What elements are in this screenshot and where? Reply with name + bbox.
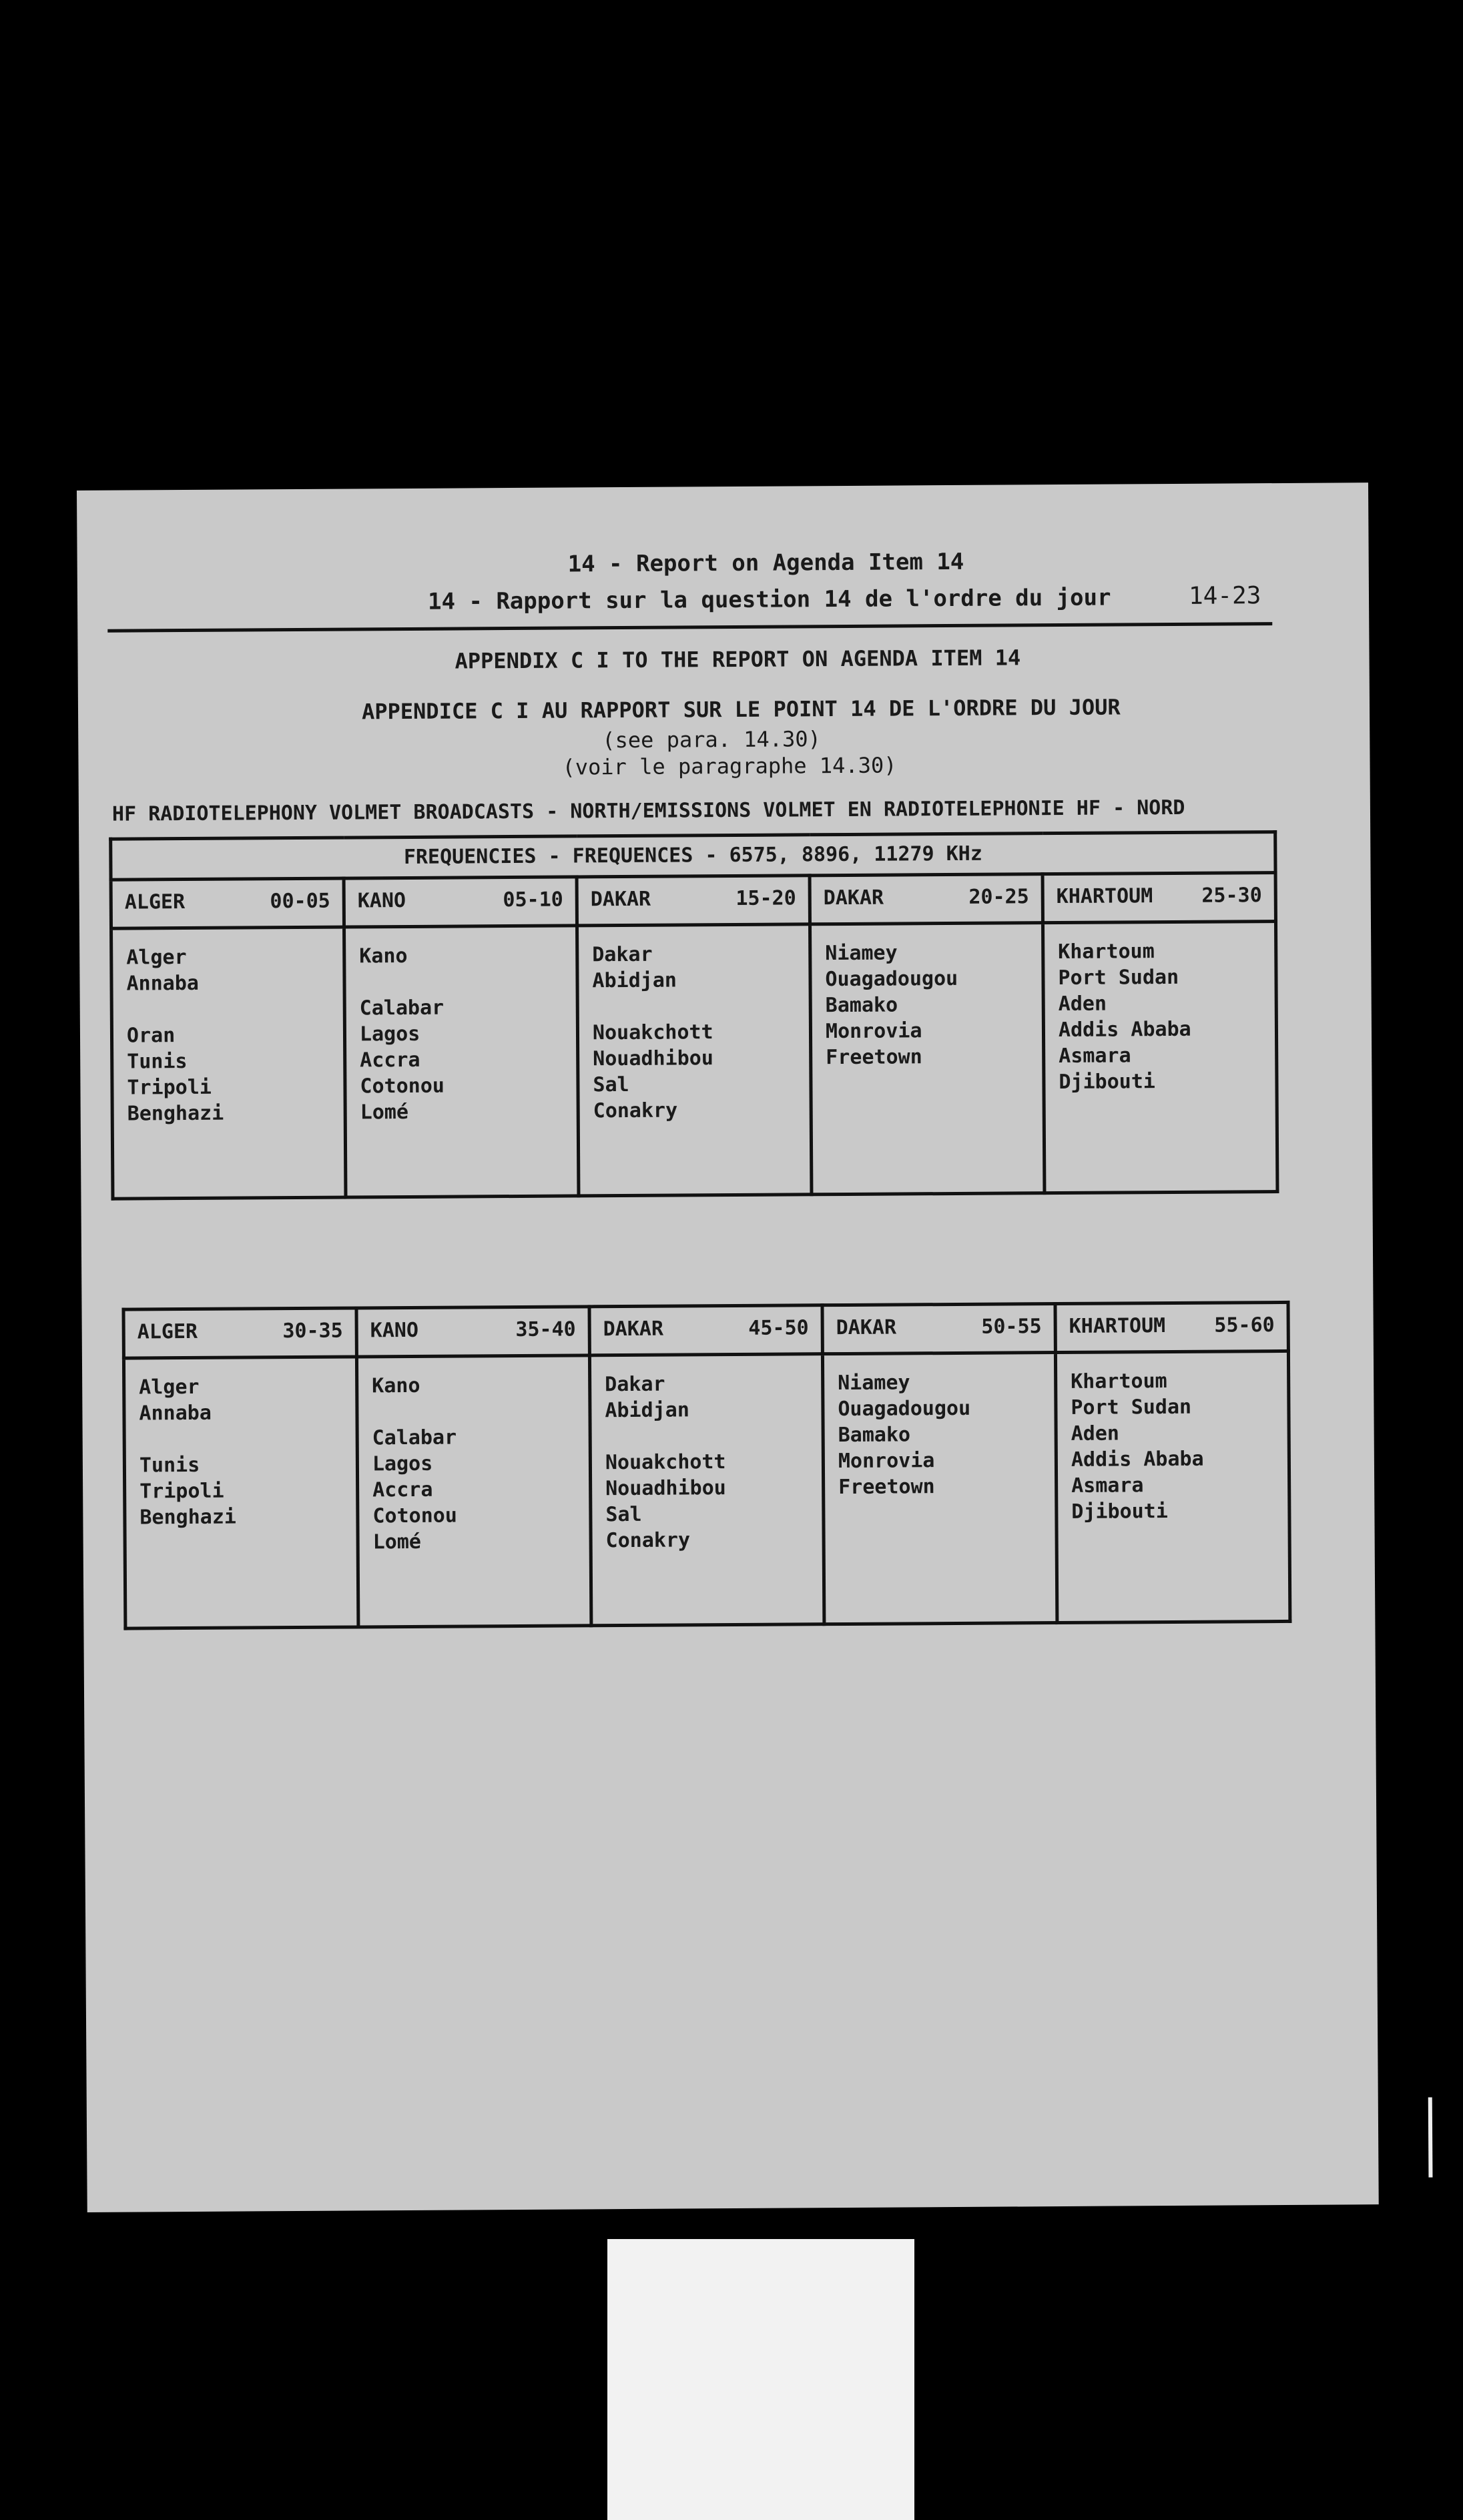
list-item: Annaba (126, 971, 199, 996)
list-item: Abidjan (605, 1398, 689, 1423)
header-rule (107, 622, 1272, 633)
list-spacer (359, 968, 562, 996)
list-spacer (127, 996, 330, 1023)
column-header (1043, 873, 1275, 923)
list-spacer (605, 1422, 808, 1450)
list-item: Cotonou (360, 1074, 445, 1098)
list-item: Niamey (838, 1371, 910, 1395)
station-list-cell (822, 1353, 1057, 1624)
list-item: Oran (126, 1024, 176, 1048)
column-header (123, 1308, 356, 1358)
time-slot: 20-25 (968, 885, 1029, 909)
station-list-cell (589, 1354, 824, 1626)
station-list-cell (123, 1357, 358, 1628)
list-item: Conakry (593, 1098, 678, 1123)
list-item: Nouakchott (605, 1450, 726, 1475)
list-spacer (372, 1397, 575, 1425)
list-item: Accra (360, 1048, 420, 1072)
list-item: Lagos (372, 1452, 433, 1476)
column-header (344, 877, 577, 927)
list-item: Sal (593, 1072, 629, 1097)
list-item: Abidjan (592, 968, 677, 993)
station-name: DAKAR (603, 1317, 664, 1341)
station-name: ALGER (124, 890, 186, 914)
list-item: Tripoli (139, 1479, 224, 1504)
station-list-cell (1055, 1351, 1289, 1622)
column-header (111, 878, 344, 928)
list-item: Khartoum (1058, 940, 1155, 964)
column-header (810, 874, 1043, 924)
column-header (356, 1307, 589, 1357)
list-item: Freetown (826, 1045, 922, 1070)
list-spacer (139, 1426, 342, 1453)
list-item: Addis Ababa (1071, 1447, 1204, 1472)
list-item: Djibouti (1071, 1500, 1168, 1524)
column-header (577, 876, 810, 926)
list-item: Tripoli (127, 1075, 212, 1100)
list-item: Bamako (838, 1423, 911, 1448)
list-item: Niamey (825, 941, 898, 966)
time-slot: 00-05 (270, 889, 330, 914)
see-reference-french: (voir le paragraphe 14.30) (562, 752, 897, 780)
time-slot: 25-30 (1201, 884, 1262, 908)
time-slot: 30-35 (282, 1319, 343, 1343)
list-item: Ouagadougou (825, 966, 958, 992)
appendix-title-french: APPENDICE C I AU RAPPORT SUR LE POINT 14 DE L'ORDRE DU JOUR (361, 694, 1121, 725)
header-english: 14 - Report on Agenda Item 14 (567, 548, 964, 578)
list-item: Djibouti (1059, 1070, 1156, 1094)
station-name: DAKAR (836, 1315, 897, 1340)
page-number: 14-23 (1188, 582, 1261, 610)
list-item: Conakry (605, 1528, 691, 1553)
list-item: Port Sudan (1058, 965, 1179, 990)
list-item: Benghazi (139, 1505, 237, 1530)
time-slot: 05-10 (503, 888, 563, 912)
list-item: Aden (1071, 1422, 1120, 1446)
list-item: Kano (359, 944, 408, 968)
list-item: Lomé (372, 1530, 421, 1554)
list-item: Alger (126, 946, 187, 970)
column-header (589, 1305, 822, 1355)
time-slot: 50-55 (981, 1315, 1042, 1339)
film-leader-card (607, 2239, 914, 2520)
list-item: Calabar (359, 996, 445, 1020)
list-item: Kano (372, 1373, 420, 1398)
time-slot: 55-60 (1214, 1313, 1275, 1337)
list-item: Nouadhibou (605, 1476, 726, 1501)
list-item: Accra (372, 1478, 433, 1502)
list-item: Addis Ababa (1058, 1017, 1191, 1042)
list-item: Monrovia (838, 1449, 935, 1474)
station-name: KHARTOUM (1069, 1314, 1166, 1338)
list-item: Tunis (127, 1050, 188, 1074)
list-item: Dakar (605, 1372, 665, 1397)
list-item: Aden (1058, 992, 1107, 1016)
list-item: Freetown (838, 1475, 935, 1500)
appendix-title-english: APPENDIX C I TO THE REPORT ON AGENDA ITEM 14 (455, 645, 1021, 674)
list-item: Port Sudan (1071, 1395, 1192, 1420)
list-item: Sal (605, 1502, 642, 1527)
list-item: Nouadhibou (593, 1046, 713, 1071)
station-list-cell (1043, 922, 1277, 1193)
station-name: DAKAR (823, 886, 884, 910)
broadcast-title: HF RADIOTELEPHONY VOLMET BROADCASTS - NORTH/EMISSIONS VOLMET EN RADIOTELEPHONIE HF - NORD (111, 796, 1185, 826)
see-reference-english: (see para. 14.30) (602, 726, 821, 753)
station-name: ALGER (137, 1319, 198, 1344)
list-item: Annaba (139, 1401, 212, 1426)
station-list-cell (111, 927, 346, 1199)
frequencies-row: FREQUENCIES - FREQUENCES - 6575, 8896, 11279 KHz (111, 832, 1275, 880)
list-item: Benghazi (127, 1101, 224, 1126)
header-french: 14 - Rapport sur la question 14 de l'ordre du jour (427, 584, 1111, 615)
list-item: Asmara (1071, 1474, 1144, 1498)
station-list-cell (810, 923, 1044, 1195)
schedule-table-2 (121, 1301, 1291, 1630)
list-item: Khartoum (1071, 1369, 1167, 1393)
time-slot: 35-40 (515, 1317, 576, 1342)
list-item: Monrovia (825, 1019, 922, 1044)
station-name: KANO (357, 889, 406, 913)
station-name: DAKAR (590, 887, 651, 912)
list-item: Tunis (139, 1453, 200, 1478)
scan-mark (1428, 2098, 1433, 2178)
document-page (77, 483, 1379, 2212)
list-item: Dakar (592, 942, 653, 967)
list-item: Alger (139, 1375, 200, 1399)
station-list-cell (344, 926, 579, 1197)
station-list-cell (356, 1355, 591, 1627)
list-item: Nouakchott (592, 1020, 713, 1045)
column-header (822, 1304, 1055, 1354)
schedule-table-1 (109, 830, 1279, 1201)
list-item: Asmara (1059, 1044, 1131, 1068)
station-name: KHARTOUM (1056, 884, 1153, 909)
list-item: Calabar (372, 1426, 457, 1450)
station-list-cell (577, 924, 811, 1196)
list-item: Lomé (360, 1100, 409, 1125)
station-name: KANO (370, 1318, 419, 1343)
list-item: Bamako (825, 993, 898, 1018)
time-slot: 45-50 (748, 1316, 809, 1340)
time-slot: 15-20 (736, 886, 796, 910)
list-item: Ouagadougou (838, 1396, 971, 1422)
list-item: Cotonou (372, 1504, 457, 1528)
column-header (1055, 1302, 1288, 1352)
list-spacer (593, 992, 796, 1020)
list-item: Lagos (359, 1022, 420, 1046)
